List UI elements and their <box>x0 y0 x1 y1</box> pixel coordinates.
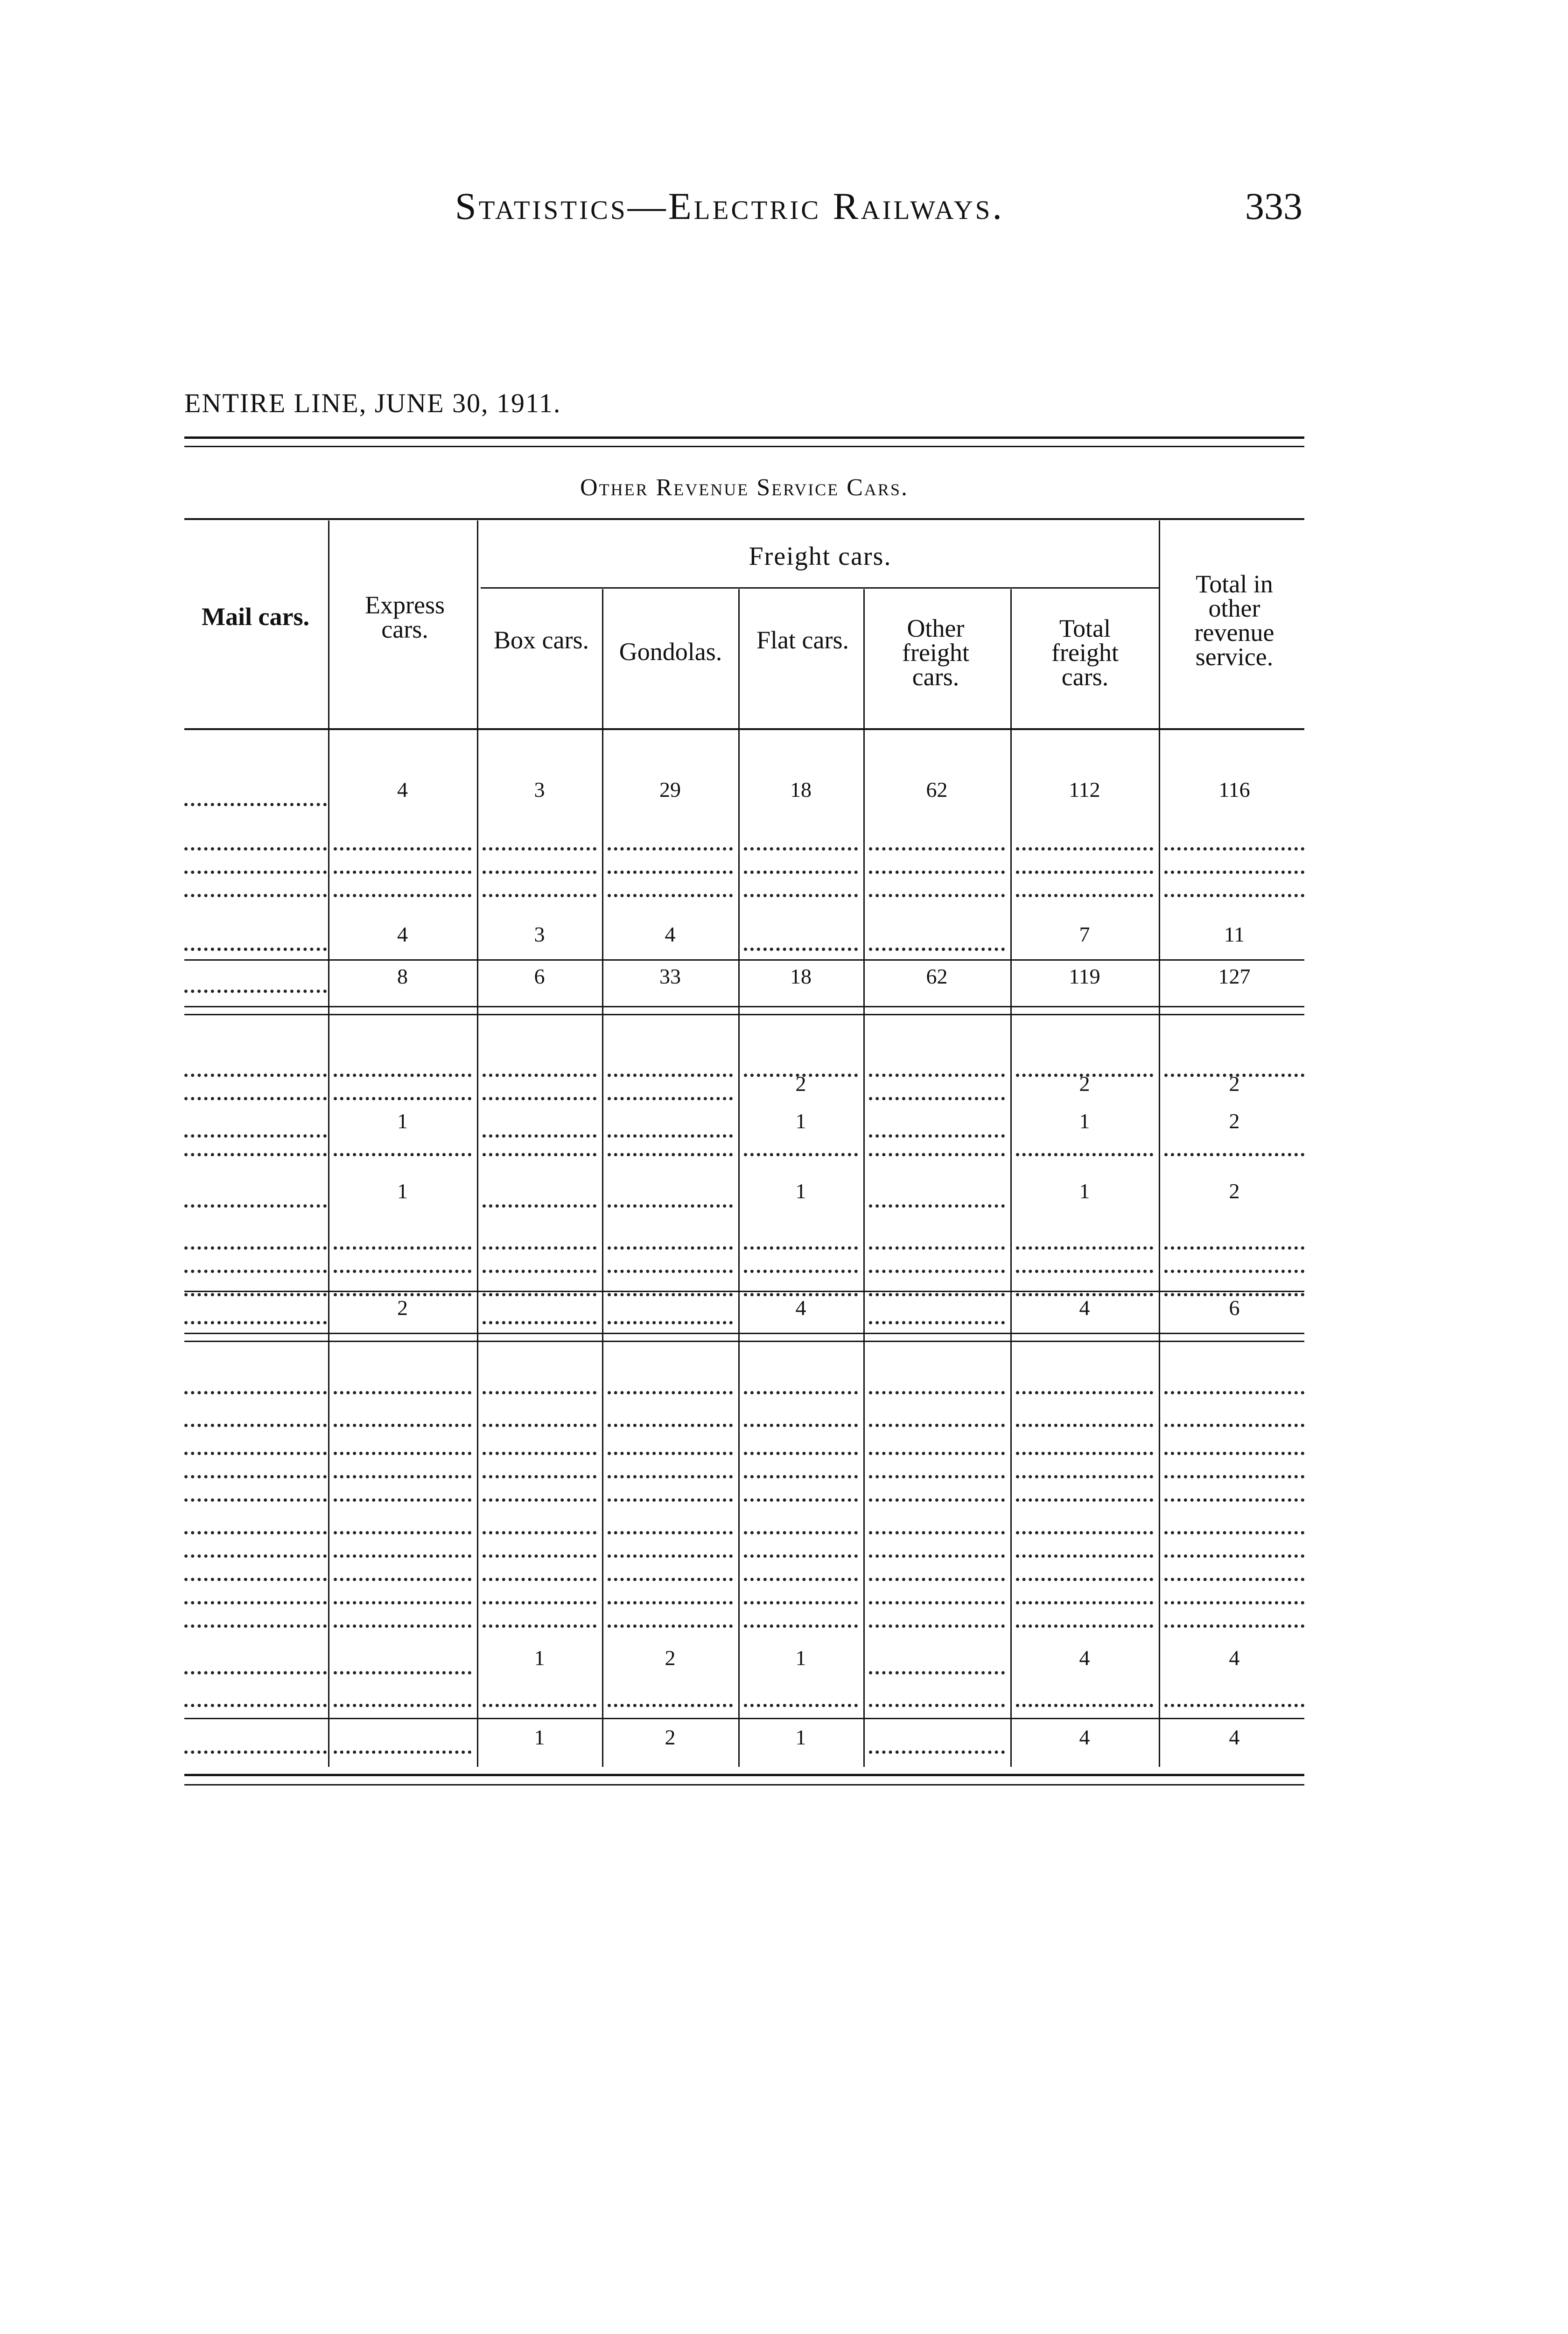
cell-gondolas <box>608 1064 733 1077</box>
cell-other_freight <box>869 861 1005 874</box>
cell-total_other: 2 <box>1229 1072 1240 1096</box>
freight-group-rule <box>481 587 1160 589</box>
cell-mail <box>184 885 327 897</box>
cell-mail <box>184 1260 327 1273</box>
cell-express <box>334 1144 471 1156</box>
cell-other_freight <box>869 1741 1005 1754</box>
cell-total_other: 4 <box>1229 1646 1240 1670</box>
row-rule <box>184 1341 1304 1342</box>
cell-gondolas <box>608 1088 733 1100</box>
cell-gondolas <box>608 885 733 897</box>
cell-gondolas <box>608 1284 733 1296</box>
cell-gondolas <box>608 1195 733 1208</box>
cell-express: 1 <box>397 1109 408 1133</box>
cell-box <box>483 1144 596 1156</box>
cell-other_freight <box>869 1064 1005 1077</box>
cell-total_other <box>1164 1382 1304 1394</box>
section-title: ENTIRE LINE, JUNE 30, 1911. <box>184 388 561 418</box>
cell-mail <box>184 1442 327 1455</box>
cell-gondolas <box>608 1312 733 1324</box>
cell-flat <box>744 861 858 874</box>
cell-other_freight <box>869 1088 1005 1100</box>
cell-box: 1 <box>534 1646 545 1670</box>
cell-total_freight <box>1016 1568 1153 1581</box>
cell-express <box>334 1064 471 1077</box>
cell-box <box>483 1064 596 1077</box>
cell-gondolas <box>608 1522 733 1534</box>
cell-mail <box>184 1694 327 1707</box>
cell-total_freight <box>1016 1522 1153 1534</box>
cell-total_freight: 119 <box>1069 964 1100 988</box>
cell-gondolas <box>608 838 733 851</box>
col-header-mail: Mail cars. <box>202 603 309 631</box>
cell-mail <box>184 1312 327 1324</box>
cell-express <box>334 838 471 851</box>
row-rule <box>184 959 1304 961</box>
cell-mail <box>184 980 327 993</box>
cell-flat <box>744 1592 858 1604</box>
cell-flat <box>744 1237 858 1250</box>
cell-total_other: 127 <box>1218 964 1251 988</box>
cell-express <box>334 1694 471 1707</box>
cell-total_freight <box>1016 1382 1153 1394</box>
cell-total_freight: 2 <box>1079 1072 1090 1096</box>
cell-box <box>483 1312 596 1324</box>
cell-other_freight: 62 <box>926 778 948 801</box>
cell-total_freight: 112 <box>1069 778 1100 801</box>
cell-gondolas <box>608 1382 733 1394</box>
cell-other_freight <box>869 1195 1005 1208</box>
cell-gondolas <box>608 1414 733 1427</box>
cell-gondolas: 2 <box>665 1725 676 1749</box>
cell-mail <box>184 838 327 851</box>
cell-total_freight <box>1016 1615 1153 1628</box>
cell-total_other <box>1164 861 1304 874</box>
cell-total_freight <box>1016 1694 1153 1707</box>
col-header-total-freight: Total freight cars. <box>1051 614 1119 691</box>
cell-express: 8 <box>397 964 408 988</box>
cell-flat <box>744 1414 858 1427</box>
cell-total_other <box>1164 1694 1304 1707</box>
cell-gondolas: 4 <box>665 922 676 946</box>
cell-flat <box>744 1568 858 1581</box>
cell-gondolas <box>608 1568 733 1581</box>
cell-total_other <box>1164 1144 1304 1156</box>
cell-other_freight <box>869 1662 1005 1674</box>
group-rule <box>184 518 1304 520</box>
col-divider-3 <box>602 589 603 1767</box>
cell-other_freight <box>869 885 1005 897</box>
col-header-flat: Flat cars. <box>756 626 849 654</box>
cell-total_other <box>1164 838 1304 851</box>
col-divider-1 <box>328 520 329 1767</box>
cell-mail <box>184 1545 327 1558</box>
col-divider-6 <box>1010 589 1012 1767</box>
col-header-gondolas: Gondolas. <box>619 638 722 666</box>
cell-total_freight <box>1016 1442 1153 1455</box>
cell-total_other <box>1164 1568 1304 1581</box>
cell-total_other: 2 <box>1229 1179 1240 1203</box>
cell-gondolas <box>608 1489 733 1502</box>
cell-mail <box>184 1088 327 1100</box>
cell-gondolas <box>608 1592 733 1604</box>
cell-other_freight <box>869 1568 1005 1581</box>
cell-flat <box>744 885 858 897</box>
cell-express <box>334 1662 471 1674</box>
row-rule <box>184 1014 1304 1015</box>
cell-box: 6 <box>534 964 545 988</box>
cell-flat <box>744 1466 858 1478</box>
cell-flat: 4 <box>795 1296 806 1320</box>
cell-gondolas <box>608 1237 733 1250</box>
cell-box <box>483 861 596 874</box>
cell-gondolas <box>608 1144 733 1156</box>
cell-total_other: 4 <box>1229 1725 1240 1749</box>
cell-box <box>483 1466 596 1478</box>
cell-express <box>334 1592 471 1604</box>
cell-other_freight <box>869 1545 1005 1558</box>
cell-other_freight <box>869 1284 1005 1296</box>
cell-total_other <box>1164 1260 1304 1273</box>
row-rule <box>184 1291 1304 1292</box>
cell-gondolas <box>608 1260 733 1273</box>
cell-total_other <box>1164 885 1304 897</box>
cell-total_other <box>1164 1522 1304 1534</box>
cell-gondolas <box>608 1466 733 1478</box>
cell-express <box>334 1237 471 1250</box>
header-rule <box>184 728 1304 730</box>
cell-total_other <box>1164 1545 1304 1558</box>
cell-total_freight <box>1016 1144 1153 1156</box>
cell-total_other <box>1164 1237 1304 1250</box>
cell-express <box>334 1382 471 1394</box>
cell-total_freight: 4 <box>1079 1646 1090 1670</box>
cell-flat <box>744 938 858 951</box>
cell-box <box>483 1195 596 1208</box>
cell-total_other: 116 <box>1218 778 1250 801</box>
cell-box <box>483 885 596 897</box>
cell-mail <box>184 1741 327 1754</box>
cell-other_freight <box>869 1522 1005 1534</box>
cell-mail <box>184 1592 327 1604</box>
cell-total_freight <box>1016 1489 1153 1502</box>
cell-box <box>483 1260 596 1273</box>
cell-gondolas <box>608 1615 733 1628</box>
cell-total_freight <box>1016 1545 1153 1558</box>
cell-total_freight: 1 <box>1079 1109 1090 1133</box>
cell-other_freight <box>869 938 1005 951</box>
cell-express <box>334 1414 471 1427</box>
cell-total_freight <box>1016 1260 1153 1273</box>
cell-mail <box>184 1615 327 1628</box>
col-header-box: Box cars. <box>494 626 589 654</box>
cell-total_freight <box>1016 1237 1153 1250</box>
cell-other_freight <box>869 1694 1005 1707</box>
cell-box <box>483 1442 596 1455</box>
col-divider-5 <box>863 589 865 1767</box>
cell-gondolas <box>608 1694 733 1707</box>
cell-total_freight <box>1016 1592 1153 1604</box>
cell-other_freight <box>869 1260 1005 1273</box>
cell-mail <box>184 1414 327 1427</box>
col-header-express: Express cars. <box>365 591 445 643</box>
col-divider-4 <box>738 589 740 1767</box>
cell-flat <box>744 1382 858 1394</box>
cell-mail <box>184 1568 327 1581</box>
cell-express <box>334 1568 471 1581</box>
cell-box <box>483 1592 596 1604</box>
cell-mail <box>184 1382 327 1394</box>
cell-other_freight <box>869 1489 1005 1502</box>
cell-flat <box>744 1260 858 1273</box>
col-header-other-freight: Other freight cars. <box>902 614 969 691</box>
cell-flat <box>744 1489 858 1502</box>
cell-flat: 2 <box>795 1072 806 1096</box>
cell-mail <box>184 1144 327 1156</box>
cell-other_freight <box>869 838 1005 851</box>
cell-box <box>483 1694 596 1707</box>
group-title: Other Revenue Service Cars. <box>580 474 909 501</box>
cell-box <box>483 1568 596 1581</box>
cell-total_freight: 4 <box>1079 1296 1090 1320</box>
cell-express <box>334 1741 471 1754</box>
col-header-total-other: Total in other revenue service. <box>1194 570 1274 671</box>
page-number: 333 <box>1245 185 1302 227</box>
cell-other_freight <box>869 1442 1005 1455</box>
cell-express: 1 <box>397 1179 408 1203</box>
cell-other_freight <box>869 1312 1005 1324</box>
cell-mail <box>184 1522 327 1534</box>
cell-box: 3 <box>534 778 545 801</box>
cell-total_other <box>1164 1466 1304 1478</box>
top-rule-2 <box>184 446 1304 447</box>
row-rule <box>184 1333 1304 1334</box>
cell-mail <box>184 1466 327 1478</box>
cell-mail <box>184 1662 327 1674</box>
cell-total_freight <box>1016 838 1153 851</box>
cell-box <box>483 1382 596 1394</box>
bottom-rule-1 <box>184 1774 1304 1776</box>
cell-other_freight <box>869 1144 1005 1156</box>
bottom-rule-2 <box>184 1784 1304 1786</box>
cell-mail <box>184 861 327 874</box>
cell-flat <box>744 1694 858 1707</box>
cell-gondolas: 2 <box>665 1646 676 1670</box>
cell-other_freight <box>869 1237 1005 1250</box>
cell-other_freight: 62 <box>926 964 948 988</box>
cell-express <box>334 1466 471 1478</box>
cell-other_freight <box>869 1382 1005 1394</box>
cell-mail <box>184 1284 327 1296</box>
cell-box <box>483 1125 596 1138</box>
cell-gondolas: 29 <box>659 778 681 801</box>
cell-flat: 18 <box>790 964 812 988</box>
cell-express: 4 <box>397 778 408 801</box>
cell-total_freight <box>1016 1414 1153 1427</box>
cell-other_freight <box>869 1592 1005 1604</box>
cell-flat <box>744 1545 858 1558</box>
cell-total_other <box>1164 1489 1304 1502</box>
cell-express: 4 <box>397 922 408 946</box>
cell-total_freight: 7 <box>1079 922 1090 946</box>
cell-flat <box>744 838 858 851</box>
cell-gondolas <box>608 1545 733 1558</box>
col-divider-7 <box>1159 520 1160 1767</box>
cell-other_freight <box>869 1125 1005 1138</box>
cell-box <box>483 1414 596 1427</box>
cell-mail <box>184 938 327 951</box>
cell-total_freight <box>1016 885 1153 897</box>
cell-box: 3 <box>534 922 545 946</box>
cell-total_freight: 1 <box>1079 1179 1090 1203</box>
cell-total_other: 6 <box>1229 1296 1240 1320</box>
cell-box <box>483 1545 596 1558</box>
cell-box: 1 <box>534 1725 545 1749</box>
cell-total_freight <box>1016 861 1153 874</box>
cell-flat <box>744 1615 858 1628</box>
running-head <box>0 184 1568 236</box>
cell-gondolas <box>608 861 733 874</box>
cell-flat <box>744 1144 858 1156</box>
cell-flat: 1 <box>795 1646 806 1670</box>
cell-express <box>334 1545 471 1558</box>
cell-express <box>334 885 471 897</box>
cell-other_freight <box>869 1615 1005 1628</box>
cell-gondolas: 33 <box>659 964 681 988</box>
cell-gondolas <box>608 1442 733 1455</box>
cell-box <box>483 1284 596 1296</box>
cell-total_other <box>1164 1615 1304 1628</box>
cell-box <box>483 1088 596 1100</box>
cell-box <box>483 1522 596 1534</box>
freight-group-title: Freight cars. <box>749 542 892 571</box>
cell-express <box>334 1489 471 1502</box>
cell-mail <box>184 1237 327 1250</box>
running-title: Statistics—Electric Railways. <box>455 185 1005 227</box>
cell-flat: 18 <box>790 778 812 801</box>
cell-gondolas <box>608 1125 733 1138</box>
cell-total_other: 2 <box>1229 1109 1240 1133</box>
cell-total_other <box>1164 1442 1304 1455</box>
cell-mail <box>184 1125 327 1138</box>
cell-mail <box>184 794 327 806</box>
cell-total_other: 11 <box>1224 922 1245 946</box>
cell-mail <box>184 1064 327 1077</box>
cell-flat: 1 <box>795 1109 806 1133</box>
cell-mail <box>184 1195 327 1208</box>
cell-flat: 1 <box>795 1179 806 1203</box>
cell-flat <box>744 1522 858 1534</box>
cell-box <box>483 1237 596 1250</box>
cell-total_freight: 4 <box>1079 1725 1090 1749</box>
cell-flat <box>744 1442 858 1455</box>
cell-total_other <box>1164 1592 1304 1604</box>
cell-other_freight <box>869 1414 1005 1427</box>
cell-total_other <box>1164 1414 1304 1427</box>
cell-express: 2 <box>397 1296 408 1320</box>
row-rule <box>184 1718 1304 1719</box>
cell-flat: 1 <box>795 1725 806 1749</box>
cell-box <box>483 838 596 851</box>
row-rule <box>184 1006 1304 1007</box>
cell-box <box>483 1615 596 1628</box>
cell-other_freight <box>869 1466 1005 1478</box>
cell-box <box>483 1489 596 1502</box>
top-rule-1 <box>184 436 1304 439</box>
col-divider-2 <box>477 520 478 1767</box>
cell-express <box>334 1260 471 1273</box>
cell-express <box>334 1522 471 1534</box>
cell-express <box>334 1442 471 1455</box>
cell-mail <box>184 1489 327 1502</box>
cell-express <box>334 1088 471 1100</box>
cell-total_freight <box>1016 1466 1153 1478</box>
cell-express <box>334 861 471 874</box>
cell-express <box>334 1615 471 1628</box>
